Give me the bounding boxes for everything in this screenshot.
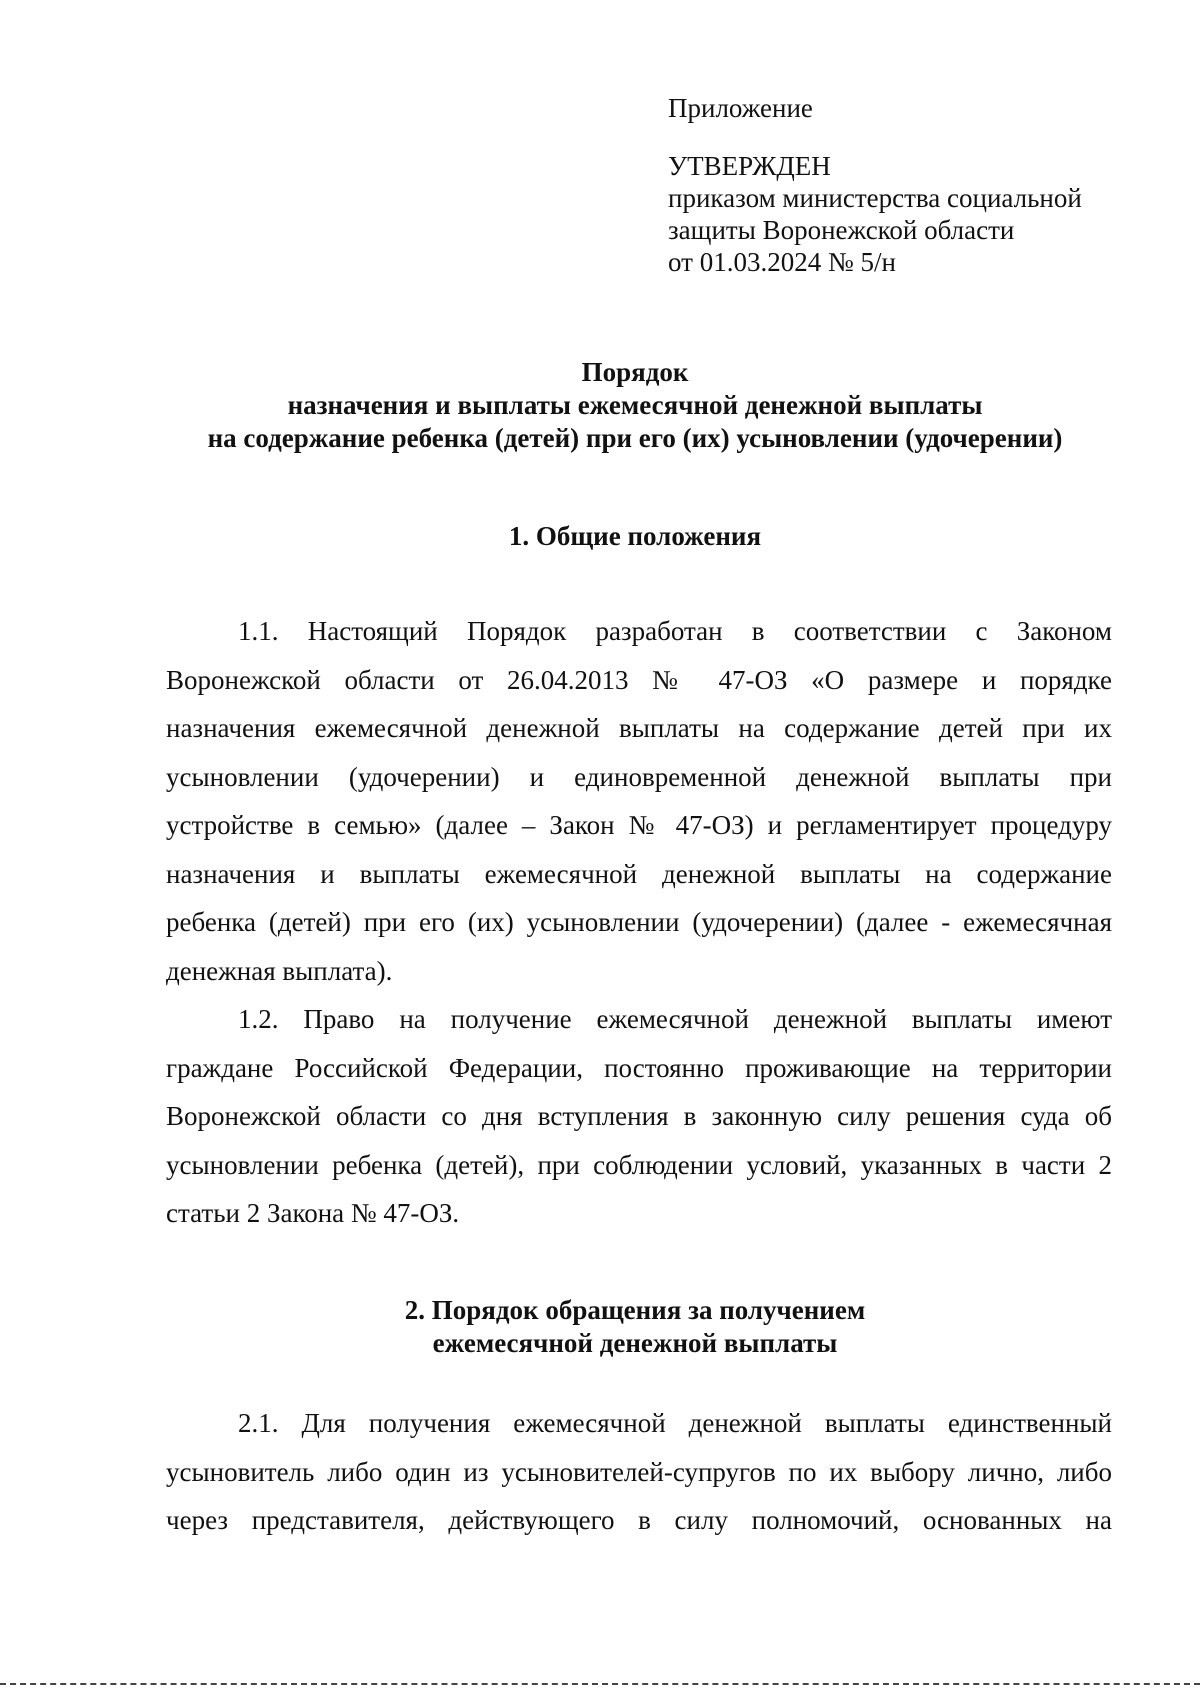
paragraph-line: усыновлении (удочерении) и единовременной денежной выплаты при <box>166 761 1112 792</box>
section-2-heading-line-2: ежемесячной денежной выплаты <box>432 1328 838 1358</box>
page-bottom-rule <box>0 1683 1200 1685</box>
section-2-heading-line-1: 2. Порядок обращения за получением <box>404 1295 866 1325</box>
approved-label: УТВЕРЖДЕН <box>668 151 831 181</box>
paragraph-line: граждане Российской Федерации, постоянно проживающие на территории <box>166 1052 1112 1083</box>
paragraph-line: Воронежской области со дня вступления в законную силу решения суда об <box>166 1101 1112 1131</box>
approval-stamp-block <box>668 92 1148 278</box>
approval-order-line: приказом министерства социальной <box>668 183 1082 213</box>
annex-label: Приложение <box>668 93 813 123</box>
title-line-2: назначения и выплаты ежемесячной денежной выплаты <box>287 390 983 420</box>
title-line-3: на содержание ребенка (детей) при его (их) усыновлении (удочерении) <box>207 423 1063 453</box>
paragraph-1-1 <box>166 607 1112 995</box>
paragraph-line: через представителя, действующего в силу полномочий, основанных на <box>166 1505 1112 1535</box>
approval-date-number: от 01.03.2024 № 5/н <box>668 247 896 277</box>
title-line-1: Порядок <box>581 357 689 387</box>
paragraph-line: 2.1. Для получения ежемесячной денежной выплаты единственный <box>238 1408 1112 1438</box>
section-1-heading-text: 1. Общие положения <box>508 521 762 551</box>
paragraph-line: 1.1. Настоящий Порядок разработан в соответствии с Законом <box>238 616 1112 646</box>
paragraph-line: усыновитель либо один из усыновителей-супругов по их выбору лично, либо <box>166 1456 1112 1487</box>
paragraph-line: ребенка (детей) при его (их) усыновлении (удочерении) (далее - ежемесячная <box>166 907 1112 937</box>
paragraph-line: денежная выплата). <box>166 955 393 986</box>
paragraph-1-2 <box>166 995 1112 1238</box>
paragraph-line: назначения и выплаты ежемесячной денежной выплаты на содержание <box>166 858 1112 889</box>
approval-ministry-line: защиты Воронежской области <box>668 215 1015 245</box>
paragraph-line: статьи 2 Закона № 47-ОЗ. <box>166 1198 460 1228</box>
paragraph-line: назначения ежемесячной денежной выплаты на содержание детей при их <box>166 713 1112 743</box>
paragraph-line: устройстве в семью» (далее – Закон № 47-ОЗ) и регламентирует процедуру <box>166 810 1112 840</box>
document-title <box>150 356 1120 455</box>
paragraph-line: Воронежской области от 26.04.2013 № 47-ОЗ «О размере и порядке <box>166 664 1112 695</box>
paragraph-line: 1.2. Право на получение ежемесячной денежной выплаты имеют <box>238 1004 1112 1034</box>
section-1-heading <box>150 520 1120 553</box>
paragraph-2-1 <box>166 1399 1112 1545</box>
paragraph-line: усыновлении ребенка (детей), при соблюдении условий, указанных в части 2 <box>166 1149 1112 1180</box>
section-2-heading <box>150 1294 1120 1360</box>
